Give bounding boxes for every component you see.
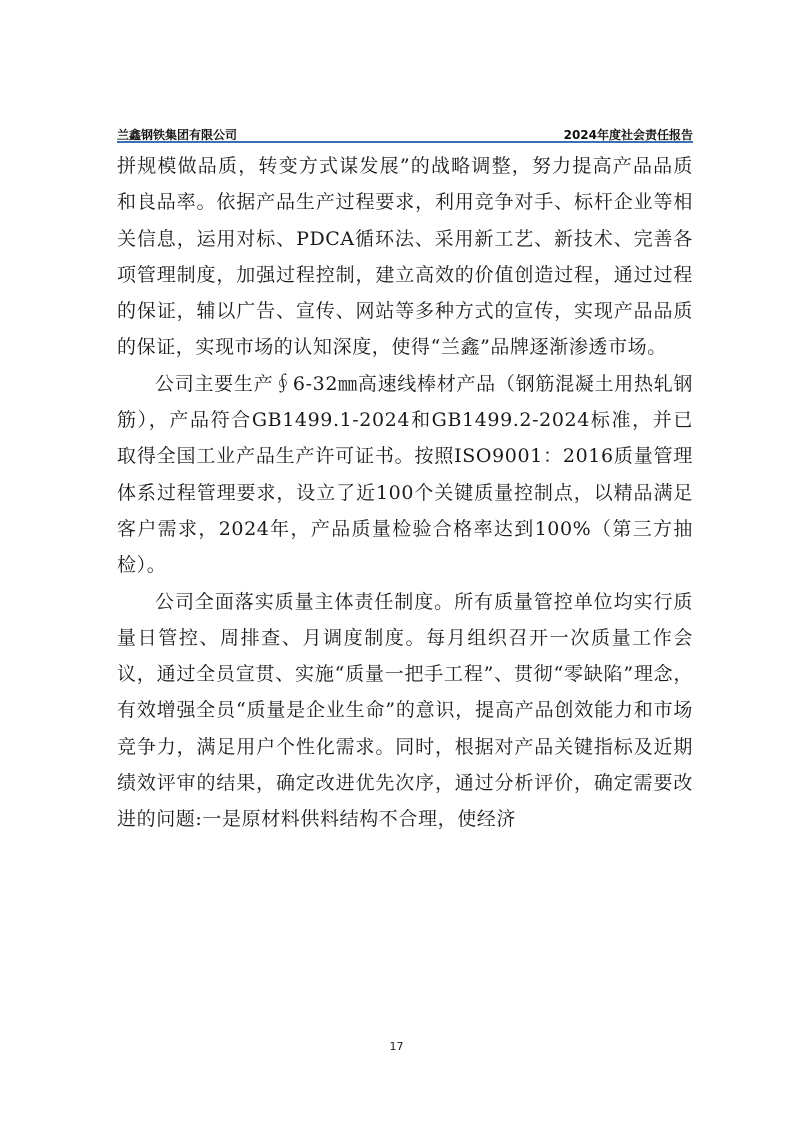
header-report-title: 2024年度社会责任报告 — [563, 128, 693, 142]
page-number: 17 — [389, 1040, 404, 1053]
header-company-name: 兰鑫钢铁集团有限公司 — [117, 128, 238, 142]
body-text — [117, 148, 693, 838]
paragraph-products: 公司主要生产∮6-32㎜高速线棒材产品（钢筋混凝土用热轧钢筋），产品符合GB1499.1-2024和GB1499.2-2024标准，并已取得全国工业产品生产许可证书。按照ISO9001：2016质量管理体系过程管理要求，设立了近100个关键质量控制点，以精品满足客户需求，2024年，产品质量检验合格率达到100%（第三方抽检）。 — [117, 372, 693, 577]
page-header — [117, 125, 693, 143]
paragraph-quality-responsibility: 公司全面落实质量主体责任制度。所有质量管控单位均实行质量日管控、周排查、月调度制度。每月组织召开一次质量工作会议，通过全员宣贯、实施“质量一把手工程”、贯彻“零缺陷”理念，有效增强全员“质量是企业生命”的意识，提高产品创效能力和市场竞争力，满足用户个性化需求。同时，根据对产品关键指标及近期绩效评审的结果，确定改进优先次序，通过分析评价，确定需要改进的问题:一是原材料供料结构不合理，使经济 — [117, 590, 693, 831]
paragraph-continuation: 拼规模做品质，转变方式谋发展”的战略调整，努力提高产品品质和良品率。依据产品生产过程要求，利用竞争对手、标杆企业等相关信息，运用对标、PDCA循环法、采用新工艺、新技术、完善各项管理制度，加强过程控制，建立高效的价值创造过程，通过过程的保证，辅以广告、宣传、网站等多种方式的宣传，实现产品品质的保证，实现市场的认知深度，使得“兰鑫”品牌逐渐渗透市场。 — [117, 155, 693, 359]
